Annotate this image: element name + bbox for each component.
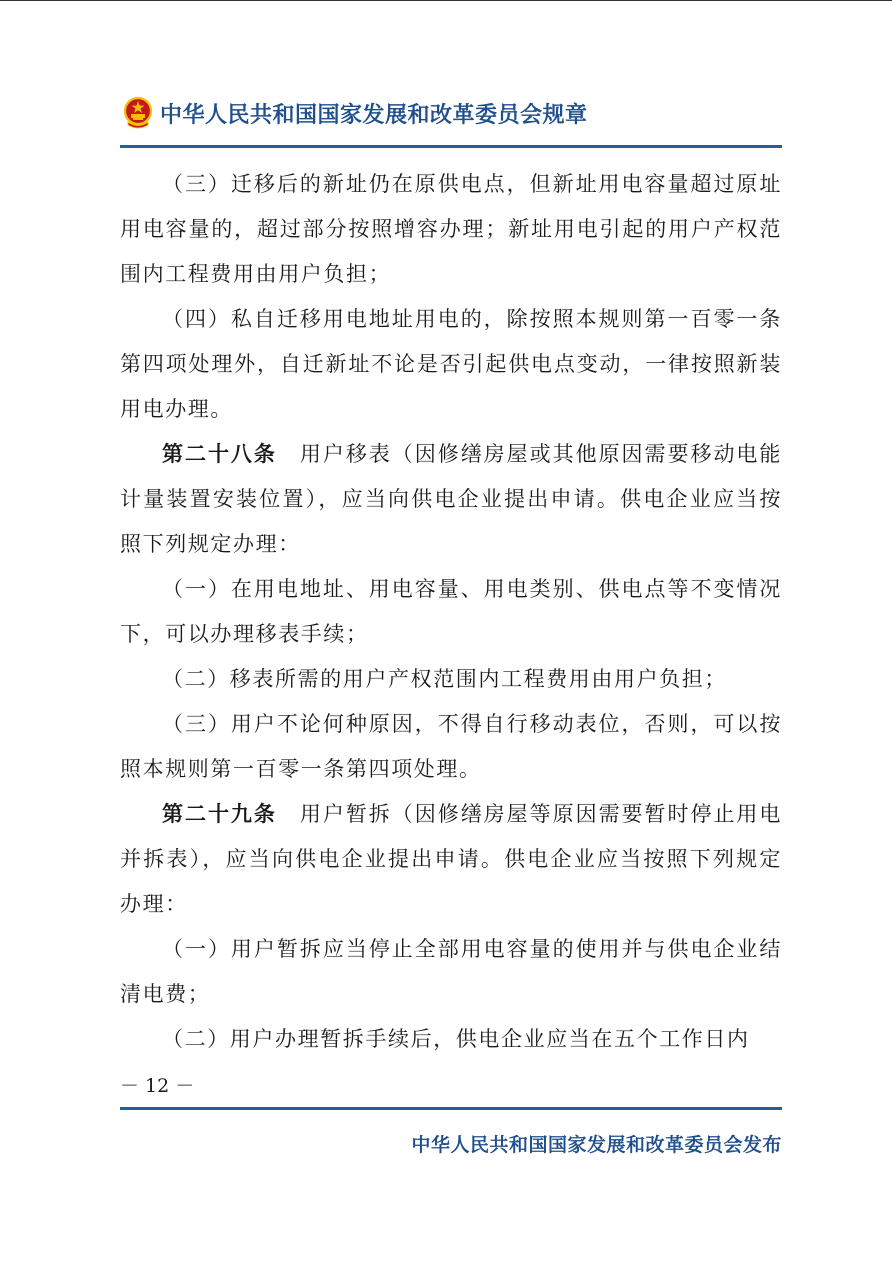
paragraph-text: （三）用户不论何种原因，不得自行移动表位，否则，可以按照本规则第一百零一条第四项处理。 (120, 712, 782, 781)
paragraph (120, 792, 782, 927)
paragraph-text: （二）移表所需的用户产权范围内工程费用由用户负担； (162, 667, 727, 691)
document-header (120, 94, 782, 140)
footer-rule (120, 1107, 782, 1110)
paragraph-text: （二）用户办理暂拆手续后，供电企业应当在五个工作日内 (162, 1027, 750, 1051)
page-top-edge (0, 0, 892, 1)
paragraph-text: （一）在用电地址、用电容量、用电类别、供电点等不变情况下，可以办理移表手续； (120, 577, 782, 646)
paragraph (120, 297, 782, 432)
paragraph-text: （四）私自迁移用电地址用电的，除按照本规则第一百零一条第四项处理外，自迁新址不论是否引起供电点变动，一律按照新装用电办理。 (120, 307, 782, 421)
paragraph (120, 1017, 782, 1062)
article-heading: 第二十九条 (162, 802, 277, 826)
paragraph (120, 432, 782, 567)
page-number: － 12 － (120, 1075, 195, 1097)
regulation-body (120, 162, 782, 1062)
header-title: 中华人民共和国国家发展和改革委员会规章 (160, 103, 588, 128)
paragraph (120, 702, 782, 792)
paragraph (120, 567, 782, 657)
paragraph-text: （一）用户暂拆应当停止全部用电容量的使用并与供电企业结清电费； (120, 937, 782, 1006)
paragraph (120, 657, 782, 702)
article-heading: 第二十八条 (162, 442, 277, 466)
paragraph (120, 162, 782, 297)
paragraph-text: （三）迁移后的新址仍在原供电点，但新址用电容量超过原址用电容量的，超过部分按照增容办理；新址用电引起的用户产权范围内工程费用由用户负担； (120, 172, 782, 286)
paragraph-text: 用户暂拆（因修缮房屋等原因需要暂时停止用电并拆表），应当向供电企业提出申请。供电企业应当按照下列规定办理： (120, 802, 782, 916)
national-emblem-icon (122, 96, 154, 130)
paragraph (120, 927, 782, 1017)
header-rule (120, 145, 782, 148)
paragraph-text: 用户移表（因修缮房屋或其他原因需要移动电能计量装置安装位置），应当向供电企业提出申请。供电企业应当按照下列规定办理： (120, 442, 782, 556)
footer-publisher: 中华人民共和国国家发展和改革委员会发布 (411, 1134, 782, 1156)
